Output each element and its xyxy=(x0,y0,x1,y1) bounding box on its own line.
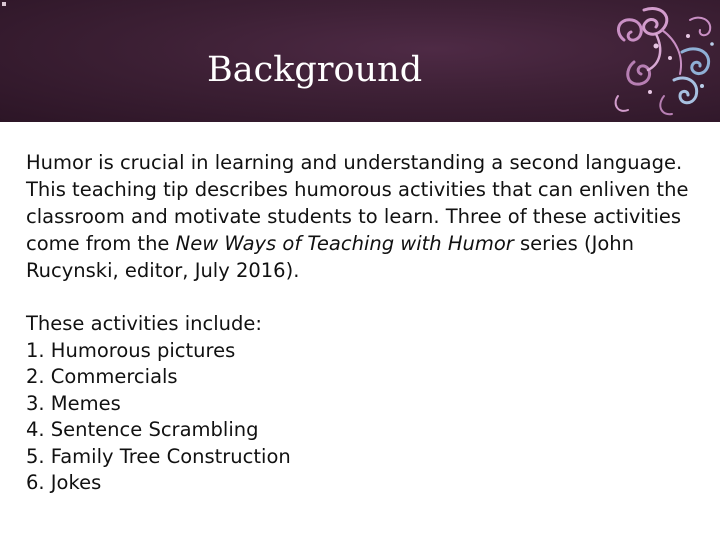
book-series-title: New Ways of Teaching with Humor xyxy=(175,232,514,255)
background-paragraph xyxy=(26,149,698,284)
corner-mark xyxy=(2,2,6,6)
list-intro: These activities include: xyxy=(26,312,262,335)
list-item: 4. Sentence Scrambling xyxy=(26,418,259,441)
list-item: 3. Memes xyxy=(26,391,121,415)
slide-title: Background xyxy=(207,50,423,90)
list-item: 5. Family Tree Construction xyxy=(26,444,291,468)
activities-list xyxy=(26,311,698,497)
slide-header xyxy=(0,0,720,122)
paragraph-text-end: series (John Rucynski, editor, July 2016). xyxy=(26,232,634,282)
list-item: 1. Humorous pictures xyxy=(26,338,236,362)
paragraph-text-start: Humor is crucial in learning and understanding a second language. This teaching tip describes humorous activities that can enliven the classroom and motivate students to learn. Three of these activities come from the xyxy=(26,151,689,255)
swirl-ornament-icon xyxy=(604,0,720,118)
list-item: 6. Jokes xyxy=(26,471,102,494)
list-item: 2. Commercials xyxy=(26,365,178,388)
slide-body xyxy=(26,149,698,497)
